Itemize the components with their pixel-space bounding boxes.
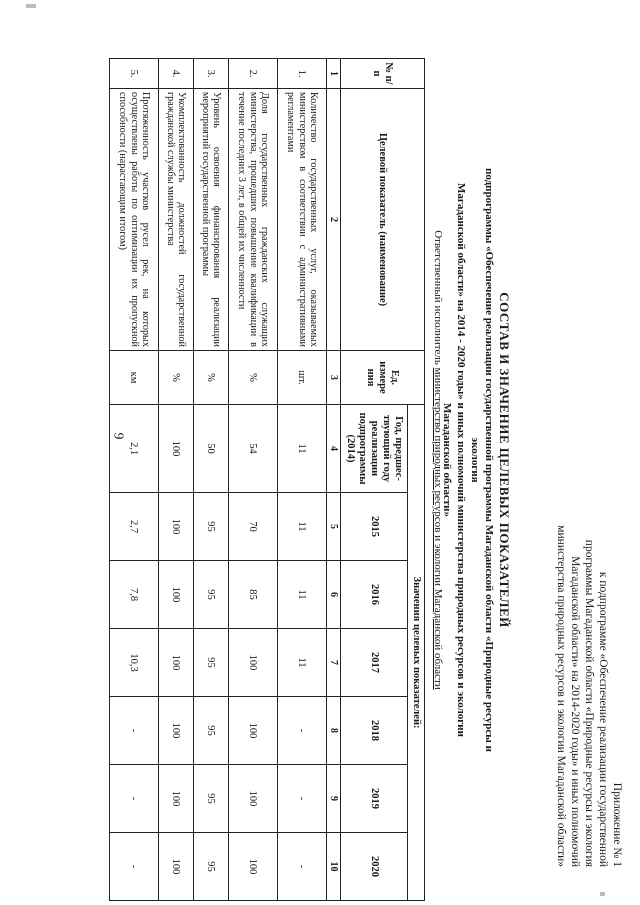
table-row <box>278 59 327 901</box>
year-value: 11 <box>278 493 327 561</box>
year-value: - <box>110 833 159 901</box>
year-value: - <box>278 697 327 765</box>
header-indicator: Целевой показатель (наименование) <box>341 89 425 351</box>
table-row <box>159 59 194 901</box>
row-number: 5. <box>110 59 159 89</box>
header-year: 2015 <box>341 493 408 561</box>
base-value: 100 <box>159 405 194 493</box>
indicator-name: Количество государственных услуг, оказываемых министерством в соответствии с административными регламентами <box>278 89 327 351</box>
header-unit: Ед. измере ния <box>341 351 425 405</box>
year-value: 95 <box>194 629 229 697</box>
year-value: - <box>278 765 327 833</box>
appendix-line: министерства природных ресурсов и экологии Магаданской области» <box>555 525 567 867</box>
header-target-values: Значения целевых показателей: <box>408 405 425 901</box>
row-number: 1. <box>278 59 327 89</box>
year-value: 100 <box>159 493 194 561</box>
header-year: 2018 <box>341 697 408 765</box>
year-value: 100 <box>159 629 194 697</box>
indicator-name: Протяженность участков русел рек, на которых осуществлены работы по оптимизации их пропускной способности (нарастающим итогом) <box>110 89 159 351</box>
appendix-line: программы Магаданской области «Природные ресурсы и экология <box>583 539 595 867</box>
executor-name: министерство природных ресурсов и экологии Магаданской области <box>432 367 444 690</box>
page-number: 9 <box>110 432 126 440</box>
year-value: 100 <box>159 561 194 629</box>
title-line: Магаданской области» на 2014 - 2020 годы» и иных полномочий министерства природных ресурсов и экологии Магаданской области» <box>441 183 467 737</box>
column-number: 9 <box>327 765 341 833</box>
indicator-name: Уровень освоения финансирования реализации мероприятий государственной программы <box>194 89 229 351</box>
year-value: 100 <box>159 697 194 765</box>
header-year: 2017 <box>341 629 408 697</box>
unit-cell: шт. <box>278 351 327 405</box>
year-value: 2,7 <box>110 493 159 561</box>
appendix-line: Приложение № 1 <box>611 782 623 867</box>
column-number: 1 <box>327 59 341 89</box>
base-value: 2,1 <box>110 405 159 493</box>
header-base-year: Год, предшес-твующий году реализации подпрограммы (2014) <box>341 405 408 493</box>
year-value: 85 <box>229 561 278 629</box>
title-line: подпрограммы «Обеспечение реализации государственной программы Магаданской области «Природные ресурсы и экология <box>469 168 495 752</box>
executor-label: Ответственный исполнитель <box>432 230 444 368</box>
base-value: 11 <box>278 405 327 493</box>
year-value: 7,8 <box>110 561 159 629</box>
base-value: 54 <box>229 405 278 493</box>
year-value: 100 <box>229 765 278 833</box>
column-number: 3 <box>327 351 341 405</box>
column-number: 8 <box>327 697 341 765</box>
year-value: - <box>110 697 159 765</box>
appendix-line: Магаданской области» на 2014-2020 годы» и иных полномочий <box>569 556 581 867</box>
year-value: - <box>110 765 159 833</box>
column-number: 5 <box>327 493 341 561</box>
year-value: - <box>278 833 327 901</box>
appendix-note <box>554 507 624 867</box>
header-row <box>408 59 425 901</box>
appendix-line: к подпрограмме «Обеспечение реализации государственной <box>597 571 609 867</box>
header-year: 2016 <box>341 561 408 629</box>
header-year: 2019 <box>341 765 408 833</box>
year-value: 11 <box>278 561 327 629</box>
table-row <box>229 59 278 901</box>
indicator-name: Доля государственных гражданских служащих министерства, прошедших повышение квалификации в течение последних 3 лет, в общей их численности <box>229 89 278 351</box>
unit-cell: км <box>110 351 159 405</box>
document-title <box>440 150 512 770</box>
row-number: 3. <box>194 59 229 89</box>
year-value: 10,3 <box>110 629 159 697</box>
year-value: 95 <box>194 833 229 901</box>
year-value: 95 <box>194 561 229 629</box>
column-number: 10 <box>327 833 341 901</box>
base-value: 50 <box>194 405 229 493</box>
column-number: 7 <box>327 629 341 697</box>
year-value: 100 <box>159 765 194 833</box>
header-year: 2020 <box>341 833 408 901</box>
year-value: 11 <box>278 629 327 697</box>
title-main: СОСТАВ И ЗНАЧЕНИЕ ЦЕЛЕВЫХ ПОКАЗАТЕЛЕЙ <box>497 292 512 628</box>
column-number: 2 <box>327 89 341 351</box>
year-value: 95 <box>194 493 229 561</box>
scan-speck <box>600 892 605 896</box>
column-number: 4 <box>327 405 341 493</box>
unit-cell: % <box>229 351 278 405</box>
header-num: № п/п <box>341 59 425 89</box>
column-number: 6 <box>327 561 341 629</box>
year-value: 100 <box>229 629 278 697</box>
responsible-executor <box>432 180 444 740</box>
unit-cell: % <box>194 351 229 405</box>
table-row <box>110 59 159 901</box>
year-value: 100 <box>229 833 278 901</box>
year-value: 100 <box>159 833 194 901</box>
unit-cell: % <box>159 351 194 405</box>
row-number: 4. <box>159 59 194 89</box>
indicator-name: Укомплектованность должностей государственной гражданской службы министерства <box>159 89 194 351</box>
scan-speck <box>26 4 36 8</box>
year-value: 70 <box>229 493 278 561</box>
year-value: 95 <box>194 765 229 833</box>
indicators-table <box>109 58 425 901</box>
column-number-row <box>327 59 341 901</box>
table-row <box>194 59 229 901</box>
row-number: 2. <box>229 59 278 89</box>
year-value: 100 <box>229 697 278 765</box>
year-value: 95 <box>194 697 229 765</box>
